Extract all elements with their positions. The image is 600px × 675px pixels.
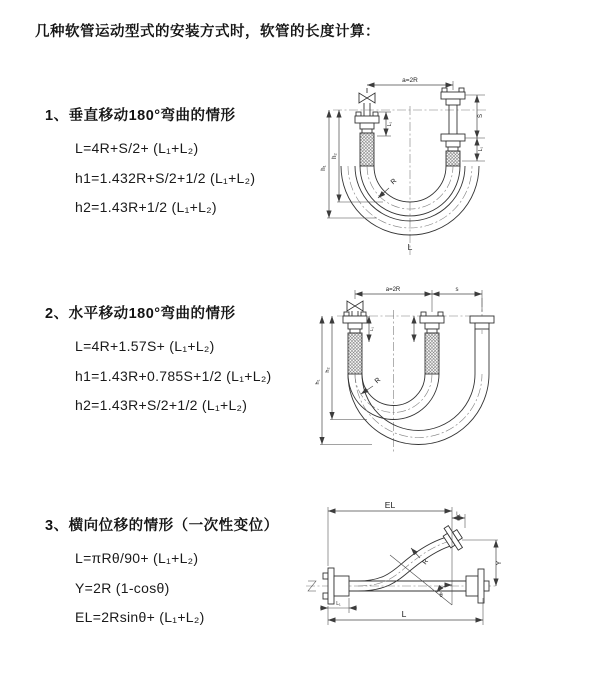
dim-label-h2: h₂	[332, 153, 338, 159]
section-2-formula-h1: h1=1.43R+0.785S+1/2 (L₁+L₂)	[75, 367, 272, 384]
dimension-s	[465, 95, 485, 138]
angle-label: θ	[439, 593, 443, 599]
dim-label-s: s	[455, 287, 459, 293]
valve-symbol	[359, 88, 375, 103]
dim-label-l1: L₁	[369, 326, 374, 332]
braided-hose-left	[348, 333, 362, 374]
dim-label-el: EL	[384, 500, 396, 510]
section-3-heading: 3、横向位移的情形（一次性变位）	[45, 518, 279, 534]
dimension-s	[432, 287, 482, 312]
dim-label-a2r: a=2R	[385, 287, 401, 293]
hose-u-bend	[348, 374, 489, 445]
right-flange-upper	[441, 88, 465, 105]
hose-s-curve	[358, 538, 450, 591]
section-2	[45, 302, 272, 421]
dimension-l	[328, 598, 483, 625]
section-3-formula-EL: EL=2Rsinθ+ (L₁+L₂)	[75, 609, 205, 625]
braided-hose-right	[446, 151, 460, 166]
dim-label-l1-right: L₁	[478, 146, 484, 152]
section-2-formula-h2: h2=1.43R+S/2+1/2 (L₁+L₂)	[75, 397, 248, 413]
dim-label-l: L	[401, 609, 407, 619]
dimension-l1-left	[320, 598, 357, 613]
right-flange	[466, 569, 489, 603]
dim-label-l1-left: L₁	[387, 121, 393, 127]
radius-label: R	[421, 558, 430, 567]
section-1-formula-L: L=4R+S/2+ (L₁+L₂)	[75, 140, 199, 156]
dimension-l1-right	[462, 138, 485, 161]
braided-hose-left	[360, 133, 374, 166]
diagram-vertical-180-bend	[305, 68, 600, 263]
middle-flange	[420, 312, 444, 333]
dim-label-a2r: a=2R	[402, 77, 418, 84]
left-flange	[355, 103, 379, 133]
section-1-formula-h1: h1=1.432R+S/2+1/2 (L₁+L₂)	[75, 169, 256, 186]
right-flange-lower	[441, 134, 465, 151]
dim-label-h2: h₂	[325, 367, 331, 373]
braided-hose-middle	[425, 333, 439, 374]
left-flange	[343, 312, 367, 333]
section-2-heading: 2、水平移动180°弯曲的情形	[45, 306, 236, 322]
right-pipe-stem	[449, 105, 457, 134]
section-1	[45, 104, 255, 223]
section-1-heading: 1、垂直移动180°弯曲的情形	[45, 108, 236, 124]
section-3-formula-Y: Y=2R (1-cosθ)	[75, 579, 170, 596]
dim-label-l1-top: L₁	[456, 511, 461, 518]
section-3	[45, 514, 279, 633]
radius-label: R	[389, 177, 399, 187]
dim-label-h1: h₁	[315, 379, 321, 385]
section-2-formula-L: L=4R+1.57S+ (L₁+L₂)	[75, 338, 215, 354]
dim-label-s: S	[478, 113, 484, 119]
section-1-formula-h2: h2=1.43R+1/2 (L₁+L₂)	[75, 199, 217, 215]
dim-label-y: Y	[496, 560, 503, 566]
diagram-lateral-displacement	[298, 498, 600, 663]
page-title: 几种软管运动型式的安装方式时，软管的长度计算：	[35, 24, 380, 40]
length-label: L	[407, 242, 413, 252]
dim-label-l1-left: L₁	[336, 601, 341, 607]
dimension-el	[328, 500, 452, 566]
dimension-a2r	[367, 77, 453, 90]
radius-label: R	[373, 376, 383, 386]
dimension-l1-top	[452, 512, 465, 529]
radius-callout	[411, 548, 430, 566]
dimension-a2r	[355, 287, 432, 312]
right-flange	[470, 316, 494, 374]
diagram-horizontal-180-bend	[312, 282, 600, 457]
dim-label-h1: h₁	[321, 165, 327, 171]
dimension-l1	[369, 316, 414, 342]
section-3-formula-L: L=πRθ/90+ (L₁+L₂)	[75, 550, 199, 566]
dimension-h2	[332, 110, 383, 202]
dimension-h1	[315, 316, 372, 445]
